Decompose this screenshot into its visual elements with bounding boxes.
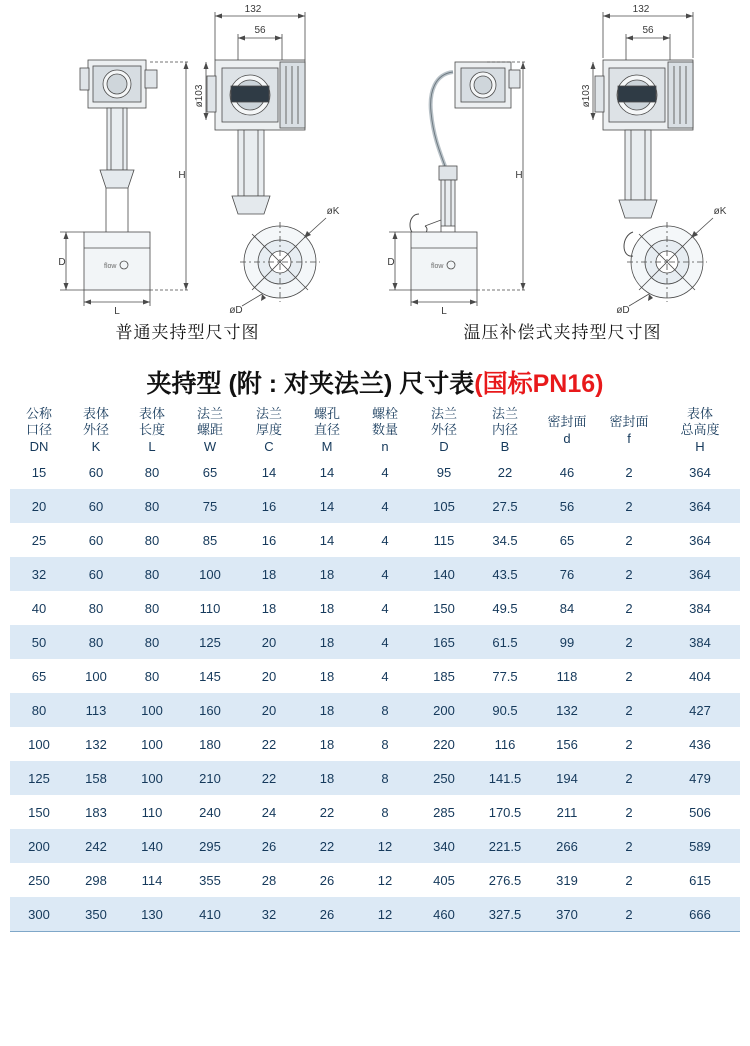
dim-k-right: øK (713, 206, 727, 217)
cell-dn: 20 (10, 489, 68, 523)
drawing-right-svg (375, 0, 750, 318)
cell-seal-d: 370 (536, 897, 598, 932)
cell-seal-d: 194 (536, 761, 598, 795)
cell-b: 90.5 (474, 693, 536, 727)
cell-m: 14 (319, 464, 335, 480)
cell-l: 130 (124, 897, 180, 932)
dim-l-left: L (114, 306, 120, 317)
cell-m: 22 (319, 804, 335, 820)
cell-k: 60 (68, 489, 124, 523)
cell-n: 4 (356, 489, 414, 523)
cell-m: 18 (319, 600, 335, 616)
cell-n: 8 (381, 804, 389, 820)
cell-m: 18 (298, 761, 356, 795)
table-row (10, 523, 740, 557)
table-header (10, 406, 740, 455)
table-row (10, 693, 740, 727)
table-row (10, 863, 740, 897)
cell-m: 18 (319, 668, 335, 684)
cell-seal-f: 2 (625, 872, 633, 888)
cell-h: 479 (660, 761, 740, 795)
page-title-main: 夹持型 (附 : 对夹法兰) 尺寸表 (146, 370, 475, 398)
cell-w: 240 (199, 804, 221, 820)
cell-w: 180 (199, 736, 221, 752)
header-d: 法兰 外径 D (430, 406, 457, 454)
cell-b: 43.5 (474, 557, 536, 591)
cell-k: 80 (88, 600, 104, 616)
cell-c: 32 (240, 897, 298, 932)
cell-c: 20 (240, 693, 298, 727)
cell-m: 18 (298, 625, 356, 659)
cell-l: 100 (141, 736, 163, 752)
cell-d: 115 (433, 532, 455, 548)
header-dn: 公称 口径 DN (25, 406, 52, 454)
cell-c: 22 (261, 736, 277, 752)
cell-seal-d: 99 (536, 625, 598, 659)
cell-dn: 125 (10, 761, 68, 795)
drawings-area (0, 0, 750, 318)
table-row (10, 557, 740, 591)
cell-b: 170.5 (488, 804, 522, 820)
cell-w: 410 (180, 897, 240, 932)
dim-top-inner-right: 56 (642, 25, 654, 36)
cell-seal-d: 132 (536, 693, 598, 727)
cell-dn: 300 (10, 897, 68, 932)
cell-m: 14 (319, 532, 335, 548)
table-header-row (10, 406, 740, 455)
header-n: 螺栓 数量 n (371, 406, 398, 454)
table-row (10, 625, 740, 659)
cell-l: 80 (124, 489, 180, 523)
cell-seal-f: 2 (625, 668, 633, 684)
cell-n: 12 (377, 872, 393, 888)
cell-seal-f: 2 (625, 532, 633, 548)
header-l: 表体 长度 L (138, 406, 165, 454)
cell-k: 183 (85, 804, 107, 820)
table-row (10, 829, 740, 863)
cell-m: 18 (298, 557, 356, 591)
dim-diameter-right: ø103 (581, 84, 592, 108)
cell-k: 80 (68, 625, 124, 659)
dim-top-width-right: 132 (632, 4, 650, 15)
cell-h: 427 (660, 693, 740, 727)
cell-h: 364 (660, 557, 740, 591)
cell-seal-d: 46 (559, 464, 575, 480)
dim-l-right: L (441, 306, 447, 317)
cell-w: 295 (180, 829, 240, 863)
cell-b: 77.5 (492, 668, 518, 684)
cell-l: 80 (144, 600, 160, 616)
table-row (10, 897, 740, 932)
page-title-accent: (国标PN16) (474, 370, 604, 398)
cell-l: 140 (124, 829, 180, 863)
cell-dn: 15 (31, 464, 47, 480)
cell-n: 8 (356, 693, 414, 727)
dim-diameter-left: ø103 (194, 84, 205, 108)
cell-d: 185 (433, 668, 455, 684)
table-row (10, 761, 740, 795)
header-h: 表体 总高度 H (680, 406, 720, 454)
cell-l: 80 (144, 532, 160, 548)
cell-k: 113 (68, 693, 124, 727)
table-row (10, 591, 740, 625)
cell-seal-d: 319 (556, 872, 578, 888)
cell-seal-f: 2 (625, 464, 633, 480)
cell-c: 20 (240, 625, 298, 659)
cell-m: 26 (319, 872, 335, 888)
cell-seal-d: 56 (536, 489, 598, 523)
cell-n: 4 (381, 668, 389, 684)
cell-dn: 200 (10, 829, 68, 863)
cell-seal-d: 76 (536, 557, 598, 591)
cell-w: 85 (202, 532, 218, 548)
cell-h: 506 (689, 804, 711, 820)
cell-b: 49.5 (492, 600, 518, 616)
cell-n: 12 (356, 897, 414, 932)
cell-dn: 100 (28, 736, 50, 752)
cell-w: 145 (199, 668, 221, 684)
cell-l: 80 (144, 668, 160, 684)
cell-h: 666 (660, 897, 740, 932)
cell-l: 80 (124, 557, 180, 591)
dim-d-left: D (58, 257, 66, 268)
drawing-clamp-standard (0, 0, 375, 318)
cell-l: 100 (124, 693, 180, 727)
table-row (10, 727, 740, 761)
table-body (10, 455, 740, 932)
cell-h: 364 (660, 489, 740, 523)
header-seal-f: 密封面 f (609, 414, 649, 446)
cell-d: 165 (414, 625, 474, 659)
cell-d: 460 (414, 897, 474, 932)
cell-n: 12 (356, 829, 414, 863)
cell-h: 364 (689, 464, 711, 480)
cell-seal-f: 2 (598, 489, 660, 523)
cell-w: 65 (202, 464, 218, 480)
table-row (10, 659, 740, 693)
table-row (10, 795, 740, 829)
dim-k-left: øK (326, 206, 340, 217)
header-c: 法兰 厚度 C (255, 406, 282, 454)
cell-h: 404 (689, 668, 711, 684)
cell-seal-f: 2 (625, 804, 633, 820)
cell-b: 61.5 (474, 625, 536, 659)
cell-dn: 25 (31, 532, 47, 548)
cell-d: 220 (433, 736, 455, 752)
header-k: 表体 外径 K (82, 406, 109, 454)
svg-text:flow: flow (431, 263, 444, 270)
cell-k: 350 (68, 897, 124, 932)
cell-l: 80 (144, 464, 160, 480)
cell-l: 114 (141, 872, 163, 888)
cell-dn: 80 (10, 693, 68, 727)
cell-c: 20 (261, 668, 277, 684)
cell-dn: 32 (10, 557, 68, 591)
header-m: 螺孔 直径 M (313, 406, 340, 454)
cell-c: 16 (240, 489, 298, 523)
drawing-left-svg (0, 0, 375, 318)
cell-c: 18 (240, 557, 298, 591)
cell-n: 4 (381, 600, 389, 616)
cell-n: 4 (356, 625, 414, 659)
cell-k: 60 (88, 532, 104, 548)
dim-top-width-left: 132 (244, 4, 262, 15)
cell-n: 4 (356, 557, 414, 591)
cell-m: 22 (298, 829, 356, 863)
dim-height-left: H (178, 170, 186, 181)
cell-h: 436 (689, 736, 711, 752)
cell-seal-f: 2 (625, 600, 633, 616)
dim-top-inner-left: 56 (254, 25, 266, 36)
cell-k: 242 (68, 829, 124, 863)
cell-c: 14 (261, 464, 277, 480)
cell-c: 28 (261, 872, 277, 888)
cell-k: 100 (85, 668, 107, 684)
cell-seal-f: 2 (598, 897, 660, 932)
cell-k: 132 (85, 736, 107, 752)
dim-d-right: D (387, 257, 395, 268)
cell-l: 80 (124, 625, 180, 659)
cell-dn: 250 (28, 872, 50, 888)
cell-b: 276.5 (488, 872, 522, 888)
dimensions-table (10, 406, 740, 932)
dim-height-right: H (515, 170, 523, 181)
cell-dn: 150 (28, 804, 50, 820)
cell-b: 327.5 (474, 897, 536, 932)
cell-n: 4 (381, 532, 389, 548)
cell-b: 27.5 (474, 489, 536, 523)
cell-m: 14 (298, 489, 356, 523)
cell-d: 95 (436, 464, 452, 480)
cell-seal-d: 211 (556, 804, 578, 820)
caption-left: 普通夹持型尺寸图 (115, 323, 260, 342)
cell-seal-f: 2 (598, 557, 660, 591)
cell-d: 340 (414, 829, 474, 863)
cell-c: 24 (261, 804, 277, 820)
cell-d: 140 (414, 557, 474, 591)
cell-b: 221.5 (474, 829, 536, 863)
cell-seal-f: 2 (598, 693, 660, 727)
cell-l: 110 (141, 804, 163, 820)
cell-c: 16 (261, 532, 277, 548)
header-w: 法兰 螺距 W (196, 406, 223, 454)
cell-n: 8 (356, 761, 414, 795)
cell-seal-d: 266 (536, 829, 598, 863)
cell-d: 200 (414, 693, 474, 727)
cell-h: 589 (660, 829, 740, 863)
cell-h: 364 (689, 532, 711, 548)
cell-w: 110 (199, 600, 221, 616)
cell-m: 18 (298, 693, 356, 727)
caption-right: 温压补偿式夹持型尺寸图 (463, 323, 662, 342)
cell-m: 26 (298, 897, 356, 932)
cell-seal-f: 2 (625, 736, 633, 752)
drawing-clamp-temp-pressure (375, 0, 750, 318)
cell-h: 384 (660, 625, 740, 659)
cell-d: 150 (433, 600, 455, 616)
cell-w: 210 (180, 761, 240, 795)
cell-w: 125 (180, 625, 240, 659)
cell-b: 34.5 (492, 532, 518, 548)
cell-d: 105 (414, 489, 474, 523)
cell-h: 384 (689, 600, 711, 616)
cell-seal-f: 2 (598, 625, 660, 659)
header-b: 法兰 内径 B (491, 406, 518, 454)
cell-seal-f: 2 (598, 761, 660, 795)
cell-w: 160 (180, 693, 240, 727)
cell-seal-d: 118 (556, 668, 578, 684)
table-row (10, 455, 740, 489)
page-title (0, 364, 750, 400)
cell-k: 60 (68, 557, 124, 591)
cell-l: 100 (124, 761, 180, 795)
cell-m: 18 (319, 736, 335, 752)
cell-h: 615 (689, 872, 711, 888)
cell-seal-d: 156 (556, 736, 578, 752)
cell-b: 116 (494, 736, 516, 752)
dim-dd-right: øD (616, 305, 630, 316)
cell-n: 4 (381, 464, 389, 480)
cell-b: 141.5 (474, 761, 536, 795)
cell-c: 18 (261, 600, 277, 616)
cell-b: 22 (497, 464, 513, 480)
table-row (10, 489, 740, 523)
cell-w: 355 (199, 872, 221, 888)
svg-text:flow: flow (104, 263, 117, 270)
drawing-captions (0, 318, 750, 360)
cell-d: 250 (414, 761, 474, 795)
dim-dd-left: øD (229, 305, 243, 316)
cell-d: 405 (433, 872, 455, 888)
cell-k: 60 (88, 464, 104, 480)
cell-n: 8 (381, 736, 389, 752)
cell-dn: 40 (31, 600, 47, 616)
cell-seal-f: 2 (598, 829, 660, 863)
cell-w: 75 (180, 489, 240, 523)
cell-w: 100 (180, 557, 240, 591)
cell-d: 285 (433, 804, 455, 820)
cell-seal-d: 65 (559, 532, 575, 548)
cell-k: 298 (85, 872, 107, 888)
cell-dn: 50 (10, 625, 68, 659)
cell-k: 158 (68, 761, 124, 795)
cell-c: 26 (240, 829, 298, 863)
cell-seal-d: 84 (559, 600, 575, 616)
cell-dn: 65 (31, 668, 47, 684)
header-seal-d: 密封面 d (547, 414, 587, 446)
cell-c: 22 (240, 761, 298, 795)
